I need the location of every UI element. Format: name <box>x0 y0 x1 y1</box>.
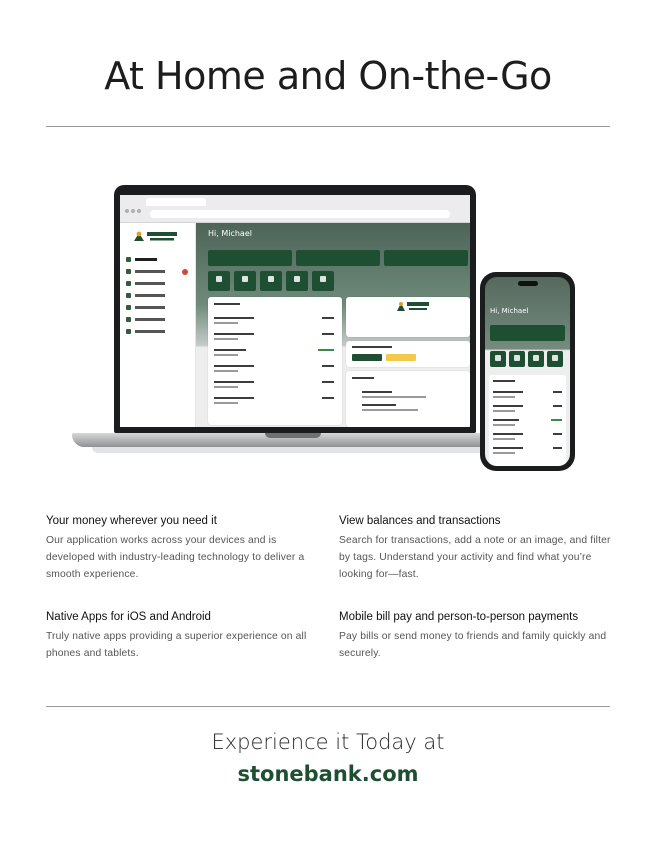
laptop-screen <box>120 195 470 427</box>
feature-body: Truly native apps providing a superior experience on all phones and tablets. <box>46 631 307 659</box>
nav-item-deposit <box>126 305 192 311</box>
phone-transactions-panel <box>489 375 566 466</box>
feature-heading: Your money wherever you need it <box>46 515 217 527</box>
stone-bank-logo-small <box>396 300 432 312</box>
phone-greeting: Hi, Michael <box>490 307 529 315</box>
feature-balances <box>339 515 615 583</box>
feature-heading: Native Apps for iOS and Android <box>46 611 211 623</box>
feature-heading: View balances and transactions <box>339 515 501 527</box>
transactions-panel <box>208 297 342 425</box>
feature-native-apps <box>46 611 322 662</box>
feature-body: Our application works across your devices and is developed with industry-leading technology to deliver a smooth experience. <box>46 535 305 580</box>
laptop-greeting: Hi, Michael <box>208 229 252 238</box>
feature-heading: Mobile bill pay and person-to-person payments <box>339 611 579 623</box>
deposits-panel <box>346 341 470 367</box>
browser-bar <box>120 195 470 223</box>
top-divider <box>46 126 610 127</box>
nav-item-accounts <box>126 281 192 287</box>
feature-bill-pay <box>339 611 615 662</box>
messages-panel <box>346 371 470 427</box>
app-sidebar <box>120 223 196 427</box>
page-title: At Home and On-the-Go <box>104 54 552 98</box>
nav-item-messages <box>126 269 192 275</box>
feature-body: Search for transactions, add a note or an image, and filter by tags. Understand your activity and find what you’re looking for—fast. <box>339 535 611 580</box>
nav-item-support <box>126 329 192 335</box>
laptop-mockup <box>70 183 516 468</box>
cta-text: Experience it Today at <box>211 730 445 754</box>
feature-body: Pay bills or send money to friends and family quickly and securely. <box>339 631 607 659</box>
branch-panel <box>346 297 470 337</box>
stone-bank-logo <box>132 229 182 243</box>
phone-mockup <box>480 272 575 471</box>
nav-item-billpay <box>126 317 192 323</box>
bottom-divider <box>46 706 610 707</box>
app-dashboard <box>196 223 470 427</box>
cta-url-link[interactable]: stonebank.com <box>237 762 419 786</box>
nav-item-transfers <box>126 293 192 299</box>
address-bar <box>150 210 450 218</box>
phone-screen <box>485 277 570 466</box>
feature-anywhere <box>46 515 322 583</box>
nav-item-dashboard <box>126 257 192 263</box>
